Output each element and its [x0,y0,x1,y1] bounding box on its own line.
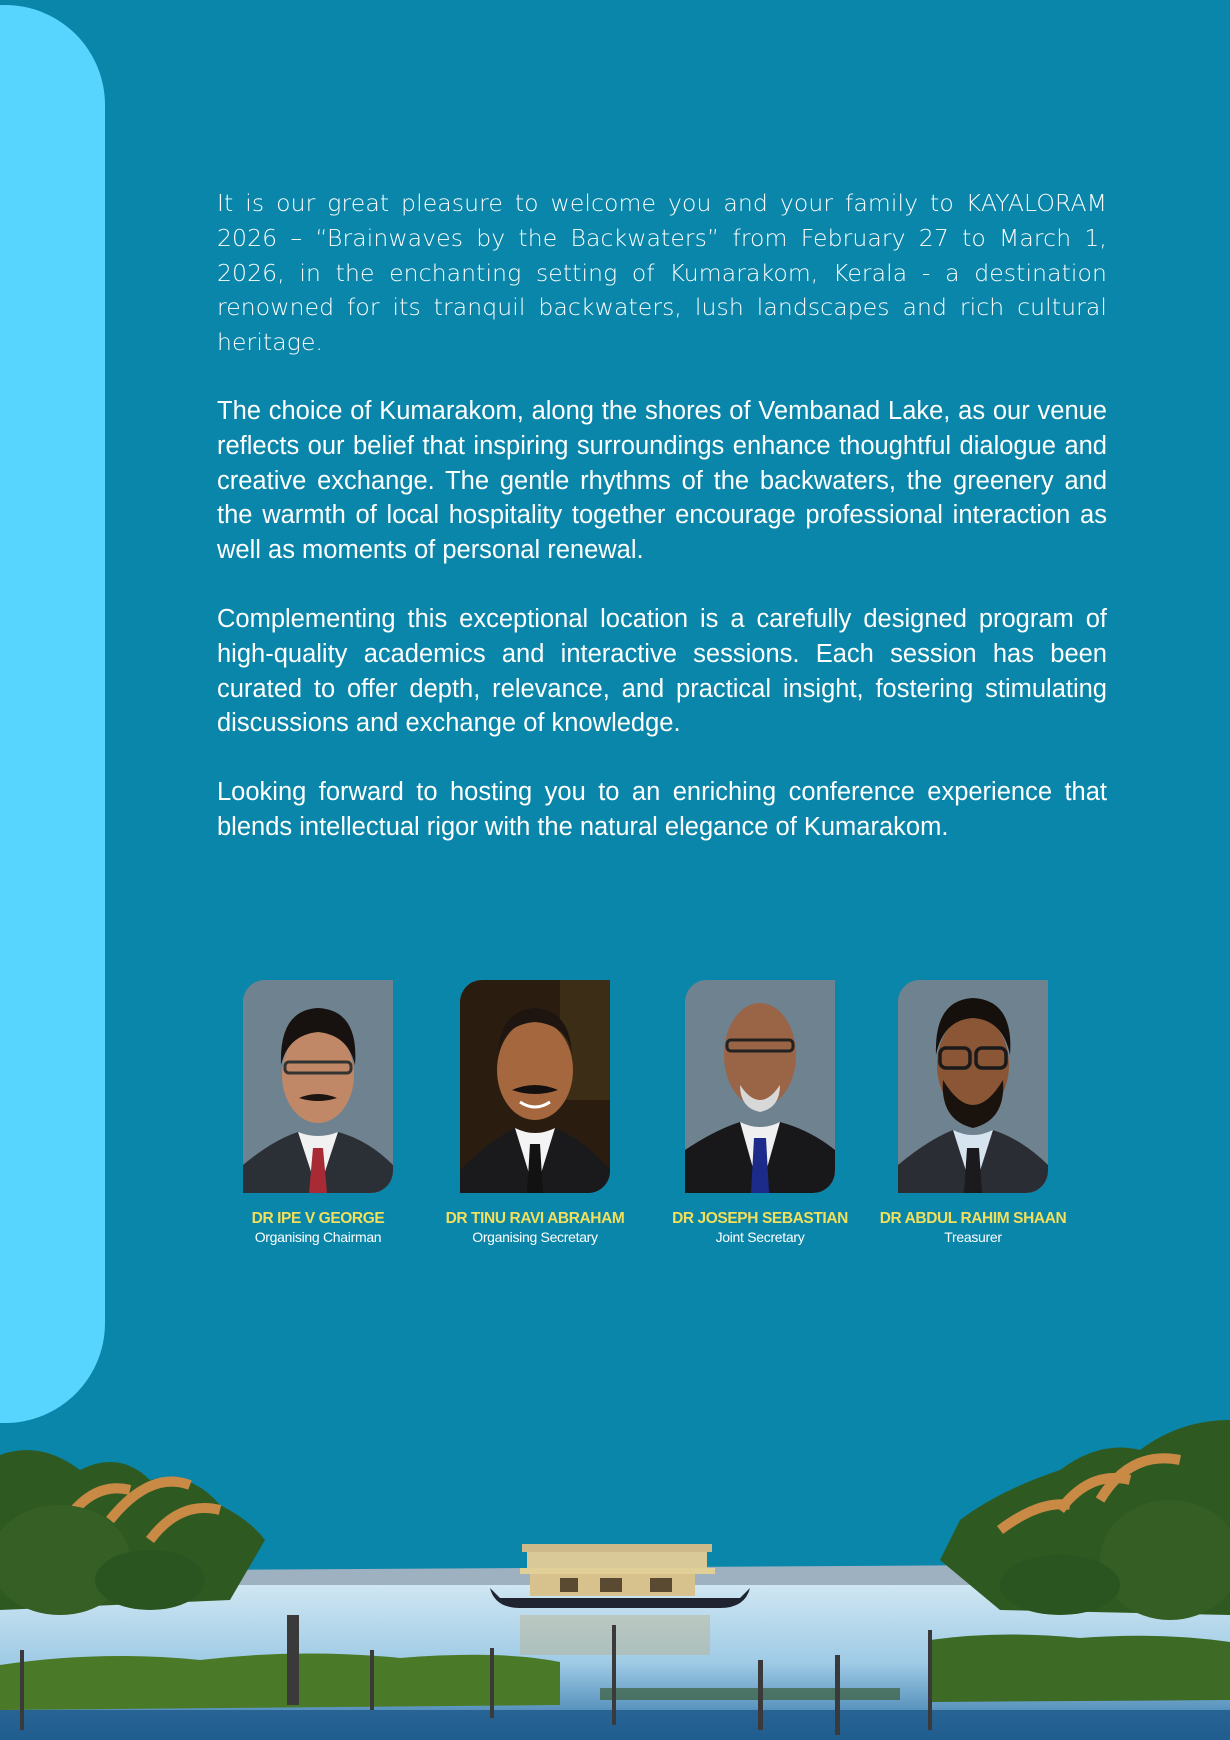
member-role: Organising Secretary [472,1229,598,1245]
portrait-image [243,980,393,1193]
member-role: Organising Chairman [254,1229,382,1245]
portrait-photo [685,980,835,1193]
letter-paragraph-2: The choice of Kumarakom, along the shores of Vembanad Lake, as our venue reflects our belief that inspiring surroundings enhance thoughtful dialogue and creative exchange. The gentle rhythms of the backwaters, the greenery and the warmth of local hospitality together encourage professional interaction as well as moments of personal renewal. [217,396,1107,565]
committee-member [430,980,640,1245]
welcome-letter [217,186,1107,879]
letter-paragraph-4: Looking forward to hosting you to an enriching conference experience that blends intellectual rigor with the natural elegance of Kumarakom. [217,778,1107,841]
member-name: DR TINU RAVI ABRAHAM [445,1210,625,1227]
left-palm-trees [0,1450,265,1615]
member-role: Treasurer [944,1229,1002,1245]
member-role: Joint Secretary [715,1229,805,1245]
portrait-photo [243,980,393,1193]
member-name: DR JOSEPH SEBASTIAN [672,1210,848,1227]
committee-member [655,980,865,1245]
backwaters-scenery [0,1410,1230,1740]
backwaters-illustration [0,1410,1230,1740]
committee-section [0,980,1230,1250]
portrait-image [460,980,610,1193]
member-name: DR ABDUL RAHIM SHAAN [879,1210,1067,1227]
committee-member [213,980,423,1245]
member-name: DR IPE V GEORGE [251,1210,385,1227]
portrait-photo [460,980,610,1193]
letter-paragraph-1: It is our great pleasure to welcome you and your family to KAYALORAM 2026 – “Brainwaves by the Backwaters” from February 27 to March 1, 2026, in the enchanting setting of Kumarakom, Kerala - a destination renowned for its tranquil backwaters, lush landscapes and rich cultural heritage. [217,189,1107,357]
right-palm-trees [940,1420,1230,1620]
committee-member [868,980,1078,1245]
letter-paragraph-3: Complementing this exceptional location is a carefully designed program of high-quality academics and interactive sessions. Each session has been curated to offer depth, relevance, and practical insight, fostering stimulating discussions and exchange of knowledge. [217,604,1107,738]
portrait-photo [898,980,1048,1193]
portrait-image [898,980,1048,1193]
portrait-image [685,980,835,1193]
